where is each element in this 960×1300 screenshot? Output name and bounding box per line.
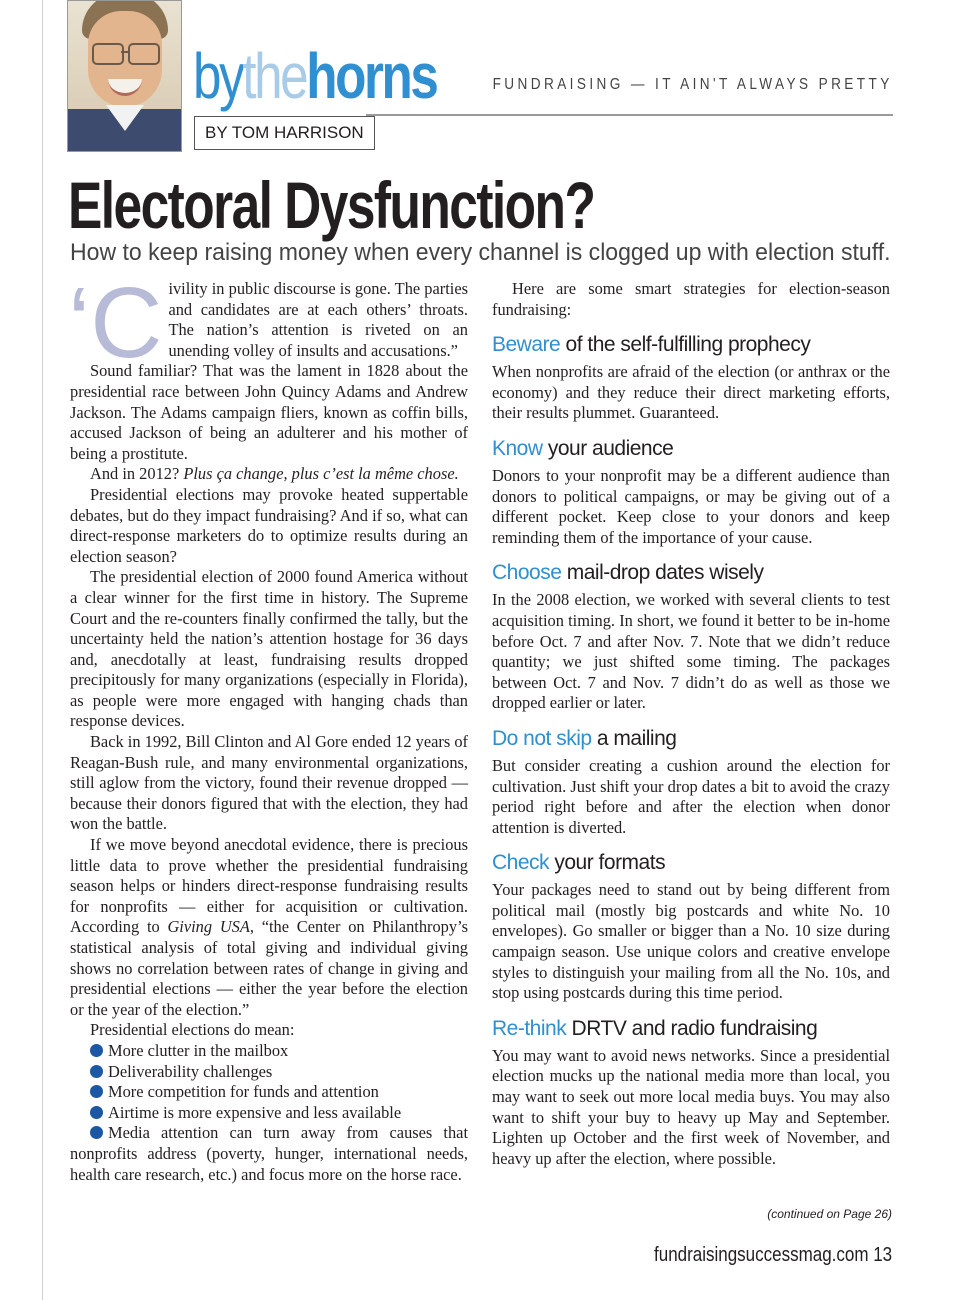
bullet-dot-icon	[90, 1085, 103, 1098]
subhead-know	[492, 436, 890, 462]
bullet-dot-icon	[90, 1106, 103, 1119]
subhead-keyword: Re-think	[492, 1016, 567, 1040]
section-body: In the 2008 election, we worked with several clients to test acquisition timing. In short, we found it better to be in-home before Oct. 7 and after Nov. 7. Note that we didn’t reduce quantity; we just shifted some timing. The packages between Oct. 7 and Nov. 7 didn’t do as well as those we dropped earlier or later.	[492, 590, 890, 713]
dek: How to keep raising money when every channel is clogged up with election stuff.	[70, 239, 891, 266]
section-tag: FUNDRAISING — IT AIN'T ALWAYS PRETTY	[492, 76, 893, 93]
paragraph	[70, 464, 468, 485]
subhead-keyword: Beware	[492, 333, 561, 357]
header-rule	[366, 114, 893, 116]
bullet-list	[70, 1041, 468, 1185]
bullet-dot-icon	[90, 1126, 103, 1139]
subhead-text: DRTV and radio fundraising	[566, 1016, 818, 1040]
column-logo-horns: horns	[306, 40, 437, 112]
paragraph-text: If we move beyond anecdotal evidence, there is precious little data to prove whether the presidential fundraising season helps or hinders direct-response fundraising results for nonprofits — either for acquisition or cultivation. According to	[70, 835, 468, 937]
publication-title: Giving USA	[167, 917, 250, 937]
subhead-keyword: Choose	[492, 561, 562, 585]
section-body: You may want to avoid news networks. Since a presidential election mucks up the national media more than local, you may want to seek out more local media buys. You may also want to shift your buy to heavy up May and September. Lighten up October and the first week of November, and heavy up after the election, where possible.	[492, 1045, 890, 1168]
byline: BY TOM HARRISON	[194, 116, 375, 150]
bullet-dot-icon	[90, 1044, 103, 1057]
lead-text: ivility in public discourse is gone. The parties and candidates are at each others’ throats. The nation’s attention is riveted on an unending volley of insults and accusations.”	[168, 279, 468, 360]
section-body: Your packages need to stand out by being different from political mail (mostly big postcards and white No. 10 envelopes). Go smaller or bigger than a No. 10 size during campaign season. Use unique colors and creative envelope styles to distinguish your mailing from all the No. 10s, and stop using postcards during this time period.	[492, 880, 890, 1003]
intro-paragraph: Here are some smart strategies for election-season fundraising:	[492, 279, 890, 319]
subhead-check	[492, 850, 890, 876]
headline: Electoral Dysfunction?	[68, 168, 595, 242]
continued-note: (continued on Page 26)	[767, 1207, 892, 1221]
bullet-text: Airtime is more expensive and less available	[108, 1102, 402, 1122]
lead-paragraph	[68, 267, 468, 379]
bullet-text: Media attention can turn away from causes that nonprofits address (poverty, hunger, international needs, health care research, etc.) and focus more on the horse race.	[70, 1123, 468, 1184]
column-logo-the: the	[242, 40, 307, 112]
section-body: Donors to your nonprofit may be a different audience than donors to political campaigns, or may be giving out of a different pocket. Keep close to your donors and keep reminding them of the importance of your cause.	[492, 465, 890, 547]
paragraph: Presidential elections may provoke heated suppertable debates, but do they impact fundraising? And if so, what can direct-response marketers do to optimize results during an election season?	[70, 484, 468, 566]
paragraph	[70, 835, 468, 1020]
section-body: But consider creating a cushion around the election for cultivation. Just shift your drop dates a bit to avoid the crazy period right before and after the election when donor attention is diverted.	[492, 755, 890, 837]
subhead-text: your audience	[542, 436, 674, 460]
page-folio: fundraisingsuccessmag.com 13	[653, 1244, 892, 1266]
subhead-beware	[492, 332, 890, 358]
subhead-choose	[492, 560, 890, 586]
subhead-text: a mailing	[591, 726, 677, 750]
subhead-text: your formats	[549, 851, 666, 875]
bullet-text: Deliverability challenges	[108, 1061, 273, 1081]
paragraph: The presidential election of 2000 found America without a clear winner for the first time in history. The Supreme Court and the re-counters finally confirmed the tally, but the uncertainty held the nation’s attention hostage for 36 days and, anecdotally at least, fundraising results dropped precipitously for many organizations (especially in Florida), as people were more engaged with hanging chads than response devices.	[70, 567, 468, 731]
subhead-keyword: Do not skip	[492, 726, 592, 750]
subhead-text: of the self-fulfilling prophecy	[560, 333, 811, 357]
bullet-item	[70, 1062, 468, 1083]
paragraph: Presidential elections do mean:	[90, 1020, 295, 1040]
subhead-text: mail-drop dates wisely	[561, 561, 764, 585]
paragraph-italic: Plus ça change, plus c’est la même chose.	[183, 464, 459, 484]
paragraph-text: And in 2012?	[90, 464, 184, 484]
bullet-text: More competition for funds and attention	[108, 1082, 379, 1102]
bullet-item	[70, 1041, 468, 1062]
paragraph: Back in 1992, Bill Clinton and Al Gore ended 12 years of Reagan-Bush rule, and many environmental organizations, still aglow from the victory, found their revenue dropped — because their donors figured that with the election, they had won the battle.	[70, 732, 468, 834]
bullet-dot-icon	[90, 1065, 103, 1078]
page-gutter-line	[42, 0, 43, 1300]
bullet-text: More clutter in the mailbox	[108, 1040, 289, 1060]
column-logo-by: by	[193, 40, 243, 112]
subhead-do-not-skip	[492, 726, 890, 752]
subhead-re-think	[492, 1016, 890, 1042]
bullet-item	[70, 1103, 468, 1124]
subhead-keyword: Know	[492, 436, 543, 460]
column-logo	[193, 36, 436, 116]
paragraph-text: , “the Center on Philanthropy’s statistical analysis of total giving and individual giving shows no correlation between rates of change in giving and presidential elections — either the year before the election or the year of the election.”	[70, 917, 468, 1019]
left-column	[68, 267, 468, 1185]
right-column	[492, 279, 890, 1169]
subhead-keyword: Check	[492, 851, 550, 875]
paragraph: Sound familiar? That was the lament in 1828 about the presidential race between John Quincy Adams and Andrew Jackson. The Adams campaign fliers, known as coffin bills, accused Jackson of being an adulterer and his mother of being a prostitute.	[70, 361, 468, 463]
bullet-item	[70, 1123, 468, 1185]
section-body: When nonprofits are afraid of the election (or anthrax or the economy) and they reduce their direct marketing efforts, their results plummet. Guaranteed.	[492, 362, 890, 423]
author-photo	[67, 0, 182, 152]
drop-quote-mark: ‘C	[68, 267, 163, 379]
bullet-item	[70, 1082, 468, 1103]
